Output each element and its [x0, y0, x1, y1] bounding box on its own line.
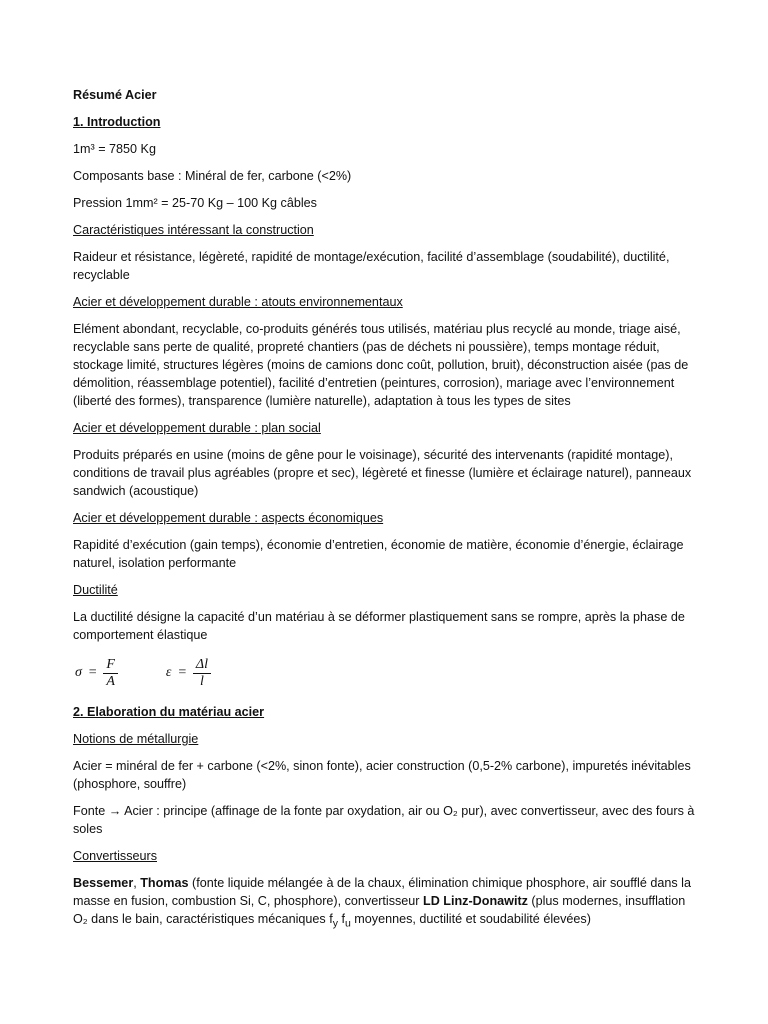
social-heading: Acier et développement durable : plan social — [73, 421, 321, 435]
environment-paragraph: Elément abondant, recyclable, co-produits générés tous utilisés, matériau plus recyclé au monde, triage aisé, recyclable sans perte de qualité, propreté chantiers (pas de déchets ni poussière), temps montage réduit, stockage limité, structures légères (moins de camions donc coût, pollution, bruit), déconstruction aisée (pas de démolition, réassemblage potentiel), facilité d’entretien (peintures, corrosion), mariage avec l’environnement (liberté des formes), transparence (lumière naturelle), adaptation à tous les types de sites — [73, 322, 689, 408]
thomas-term: Thomas — [140, 876, 189, 890]
economic-paragraph: Rapidité d’exécution (gain temps), économie d’entretien, économie de matière, économie d’énergie, éclairage naturel, isolation performante — [73, 538, 684, 570]
characteristics-heading: Caractéristiques intéressant la construction — [73, 223, 314, 237]
converters-text: moyennes, ductilité et soudabilité élevées) — [350, 912, 591, 926]
subscript-y: y — [332, 917, 338, 930]
fonte-acier-paragraph: Fonte → Acier : principe (affinage de la fonte par oxydation, air ou O₂ pur), avec convertisseur, avec des fours à soles — [73, 804, 695, 836]
density-line: 1m³ = 7850 Kg — [73, 142, 156, 156]
ductility-heading: Ductilité — [73, 583, 118, 597]
components-line: Composants base : Minéral de fer, carbone (<2%) — [73, 169, 352, 183]
stress-strain-formulas — [75, 653, 703, 693]
metallurgy-paragraph: Acier = minéral de fer + carbone (<2%, sinon fonte), acier construction (0,5-2% carbone), impuretés inévitables (phosphore, souffre) — [73, 759, 691, 791]
converters-text: (plus modernes, insufflation O₂ dans le bain, caractéristiques mécaniques f — [73, 894, 686, 926]
ductility-paragraph: La ductilité désigne la capacité d’un matériau à se déformer plastiquement sans se rompre, après la phase de comportement élastique — [73, 610, 685, 642]
ld-linz-donawitz-term: LD Linz-Donawitz — [423, 894, 528, 908]
force-numerator: F — [103, 657, 118, 674]
subscript-u: u — [344, 917, 351, 930]
delta-l-numerator: Δl — [193, 657, 211, 674]
environment-heading: Acier et développement durable : atouts environnementaux — [73, 295, 403, 309]
section-2-heading: 2. Elaboration du matériau acier — [73, 705, 265, 719]
area-denominator: A — [106, 673, 115, 689]
social-paragraph: Produits préparés en usine (moins de gêne pour le voisinage), sécurité des intervenants (rapidité montage), conditions de travail plus agréables (propre et sec), légèreté et finesse (lumière et éclairage naturel), panneaux sandwich (acoustique) — [73, 448, 692, 498]
converters-paragraph — [73, 874, 703, 933]
document-body — [73, 86, 703, 942]
converters-text: , — [133, 876, 141, 890]
converters-heading: Convertisseurs — [73, 849, 157, 863]
metallurgy-heading: Notions de métallurgie — [73, 732, 199, 746]
epsilon-symbol: ε — [165, 665, 172, 680]
sigma-symbol: σ — [75, 665, 82, 680]
equals-sign: = — [177, 665, 187, 680]
force-over-area-fraction — [103, 657, 118, 690]
stress-formula — [75, 657, 118, 690]
bessemer-term: Bessemer — [73, 876, 134, 890]
document-title: Résumé Acier — [73, 88, 157, 102]
elongation-fraction — [193, 657, 211, 690]
strain-formula — [166, 657, 211, 690]
converters-text: f — [337, 912, 345, 926]
converters-text: (fonte liquide mélangée à de la chaux, élimination chimique phosphore, air soufflé dans la masse en fusion, combustion Si, C, phosphore), convertisseur — [73, 876, 691, 908]
equals-sign: = — [87, 665, 98, 680]
pressure-line: Pression 1mm² = 25-70 Kg – 100 Kg câbles — [73, 196, 317, 210]
length-denominator: l — [200, 673, 204, 689]
section-1-heading: 1. Introduction — [73, 115, 161, 129]
economic-heading: Acier et développement durable : aspects économiques — [73, 511, 384, 525]
characteristics-paragraph: Raideur et résistance, légèreté, rapidité de montage/exécution, facilité d’assemblage (soudabilité), ductilité, recyclable — [73, 250, 670, 282]
